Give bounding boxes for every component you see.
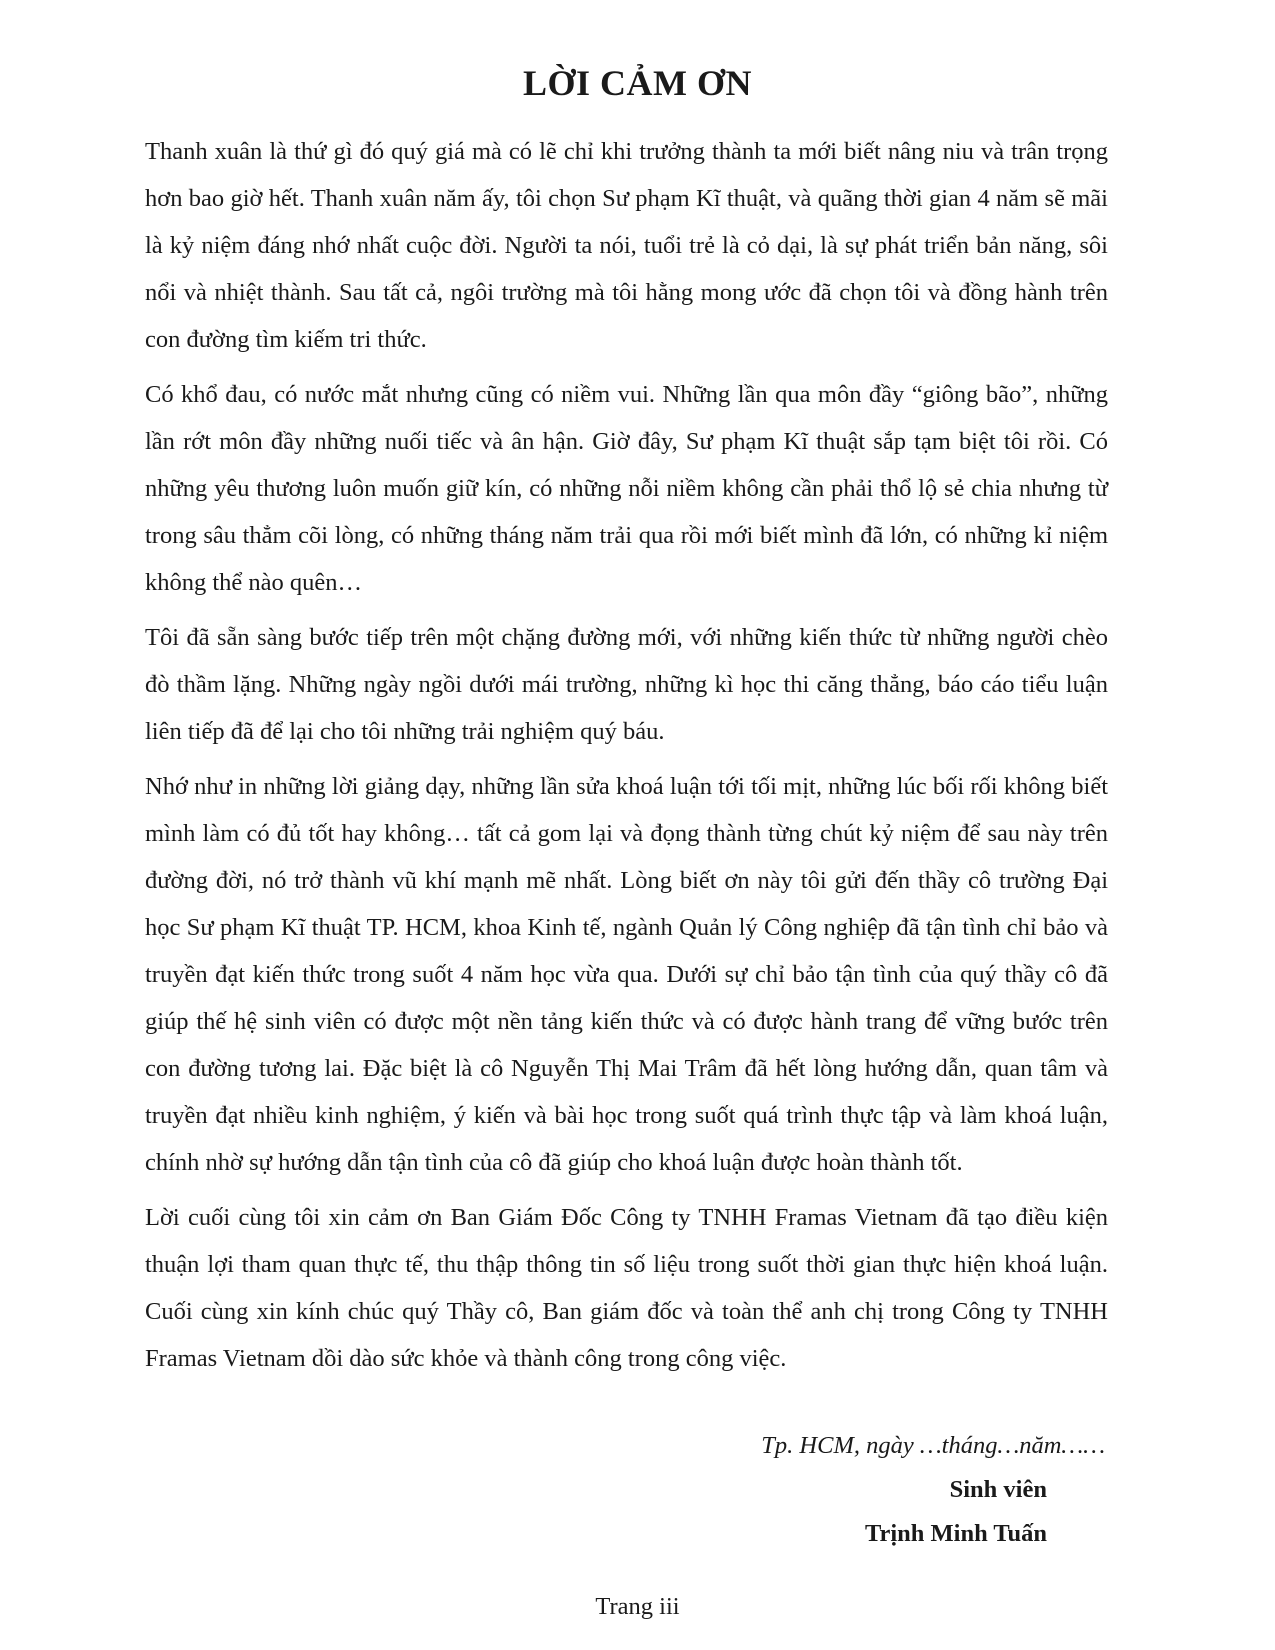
signature-name: Trịnh Minh Tuấn	[864, 1520, 1047, 1547]
signature-date: Tp. HCM, ngày …tháng…năm……	[761, 1432, 1105, 1459]
body-text	[145, 128, 1108, 1390]
page-title: LỜI CẢM ƠN	[523, 63, 752, 103]
page-number: Trang iii	[595, 1593, 680, 1620]
paragraph-3: Tôi đã sẵn sàng bước tiếp trên một chặng đường mới, với những kiến thức từ những người chèo đò thầm lặng. Những ngày ngồi dưới mái trường, những kì học thi căng thẳng, báo cáo tiểu luận liên tiếp đã để lại cho tôi những trải nghiệm quý báu.	[145, 624, 1108, 745]
paragraph-5: Lời cuối cùng tôi xin cảm ơn Ban Giám Đốc Công ty TNHH Framas Vietnam đã tạo điều kiện thuận lợi tham quan thực tế, thu thập thông tin số liệu trong suốt thời gian thực hiện khoá luận. Cuối cùng xin kính chúc quý Thầy cô, Ban giám đốc và toàn thể anh chị trong Công ty TNHH Framas Vietnam dồi dào sức khỏe và thành công trong công việc.	[145, 1204, 1108, 1372]
signature-role: Sinh viên	[949, 1476, 1047, 1503]
paragraph-2: Có khổ đau, có nước mắt nhưng cũng có niềm vui. Những lần qua môn đầy “giông bão”, những lần rớt môn đầy những nuối tiếc và ân hận. Giờ đây, Sư phạm Kĩ thuật sắp tạm biệt tôi rồi. Có những yêu thương luôn muốn giữ kín, có những nỗi niềm không cần phải thổ lộ sẻ chia nhưng từ trong sâu thẳm cõi lòng, có những tháng năm trải qua rồi mới biết mình đã lớn, có những kỉ niệm không thể nào quên…	[145, 381, 1108, 596]
paragraph-1: Thanh xuân là thứ gì đó quý giá mà có lẽ chỉ khi trưởng thành ta mới biết nâng niu và trân trọng hơn bao giờ hết. Thanh xuân năm ấy, tôi chọn Sư phạm Kĩ thuật, và quãng thời gian 4 năm sẽ mãi là kỷ niệm đáng nhớ nhất cuộc đời. Người ta nói, tuổi trẻ là cỏ dại, là sự phát triển bản năng, sôi nổi và nhiệt thành. Sau tất cả, ngôi trường mà tôi hằng mong ước đã chọn tôi và đồng hành trên con đường tìm kiếm tri thức.	[145, 138, 1108, 353]
signature-block	[600, 1424, 1105, 1556]
paragraph-4: Nhớ như in những lời giảng dạy, những lần sửa khoá luận tới tối mịt, những lúc bối rối không biết mình làm có đủ tốt hay không… tất cả gom lại và đọng thành từng chút kỷ niệm để sau này trên đường đời, nó trở thành vũ khí mạnh mẽ nhất. Lòng biết ơn này tôi gửi đến thầy cô trường Đại học Sư phạm Kĩ thuật TP. HCM, khoa Kinh tế, ngành Quản lý Công nghiệp đã tận tình chỉ bảo và truyền đạt kiến thức trong suốt 4 năm học vừa qua. Dưới sự chỉ bảo tận tình của quý thầy cô đã giúp thế hệ sinh viên có được một nền tảng kiến thức và có được hành trang để vững bước trên con đường tương lai. Đặc biệt là cô Nguyễn Thị Mai Trâm đã hết lòng hướng dẫn, quan tâm và truyền đạt nhiều kinh nghiệm, ý kiến và bài học trong suốt quá trình thực tập và làm khoá luận, chính nhờ sự hướng dẫn tận tình của cô đã giúp cho khoá luận được hoàn thành tốt.	[145, 773, 1108, 1176]
